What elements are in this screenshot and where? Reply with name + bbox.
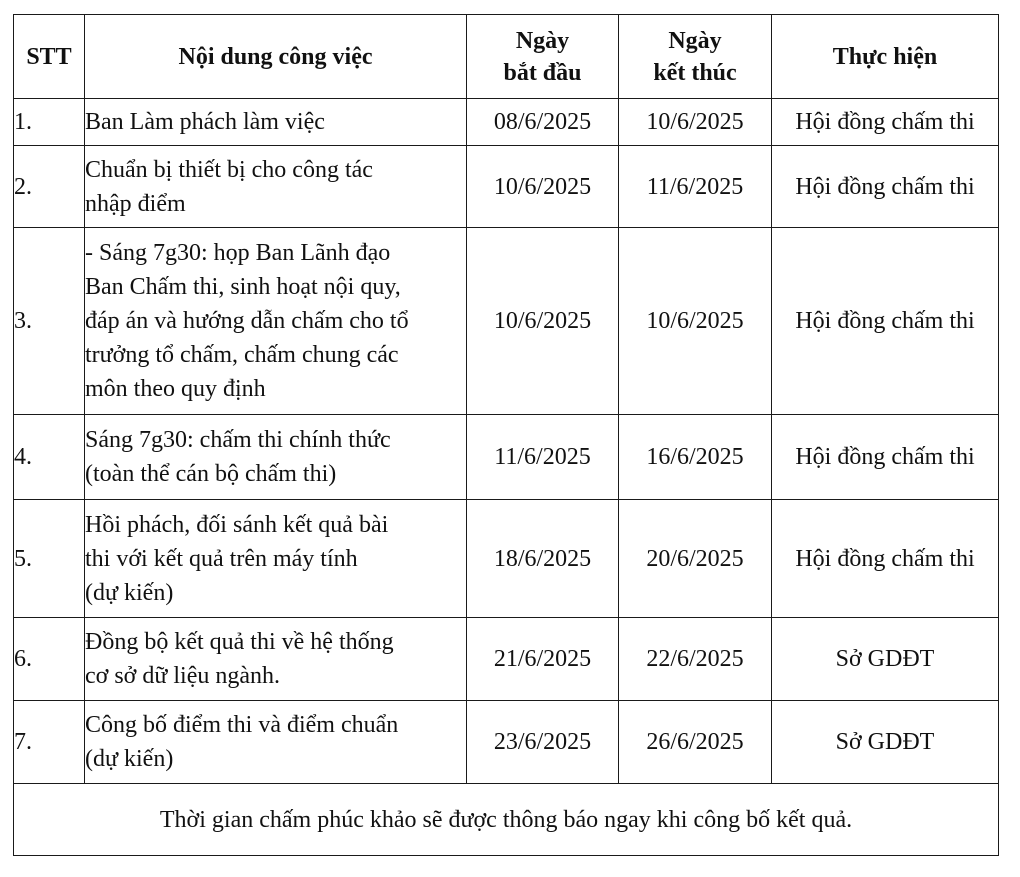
table-header-row xyxy=(14,15,999,99)
schedule-table xyxy=(13,14,999,856)
row-end-date: 22/6/2025 xyxy=(619,618,772,701)
row-content: Hồi phách, đối sánh kết quả bài thi với kết quả trên máy tính (dự kiến) xyxy=(85,500,467,618)
header-end-date: Ngày kết thúc xyxy=(619,15,772,99)
note-row xyxy=(14,784,999,856)
row-start-date: 10/6/2025 xyxy=(467,228,619,415)
row-content: Ban Làm phách làm việc xyxy=(85,99,467,146)
row-stt: 5. xyxy=(14,500,85,618)
row-stt: 1. xyxy=(14,99,85,146)
row-start-date: 10/6/2025 xyxy=(467,146,619,228)
table-row xyxy=(14,500,999,618)
row-end-date: 20/6/2025 xyxy=(619,500,772,618)
row-stt: 7. xyxy=(14,701,85,784)
header-content: Nội dung công việc xyxy=(85,15,467,99)
row-end-date: 10/6/2025 xyxy=(619,99,772,146)
row-owner: Sở GDĐT xyxy=(772,701,999,784)
table-row xyxy=(14,228,999,415)
row-owner: Hội đồng chấm thi xyxy=(772,99,999,146)
row-content: Đồng bộ kết quả thi về hệ thống cơ sở dữ liệu ngành. xyxy=(85,618,467,701)
row-owner: Hội đồng chấm thi xyxy=(772,415,999,500)
row-owner: Hội đồng chấm thi xyxy=(772,228,999,415)
row-content: Sáng 7g30: chấm thi chính thức (toàn thể cán bộ chấm thi) xyxy=(85,415,467,500)
row-end-date: 16/6/2025 xyxy=(619,415,772,500)
row-stt: 4. xyxy=(14,415,85,500)
row-owner: Hội đồng chấm thi xyxy=(772,146,999,228)
row-start-date: 21/6/2025 xyxy=(467,618,619,701)
row-stt: 3. xyxy=(14,228,85,415)
row-content: Công bố điểm thi và điểm chuẩn (dự kiến) xyxy=(85,701,467,784)
row-start-date: 08/6/2025 xyxy=(467,99,619,146)
row-owner: Hội đồng chấm thi xyxy=(772,500,999,618)
table-row xyxy=(14,99,999,146)
row-end-date: 26/6/2025 xyxy=(619,701,772,784)
row-stt: 6. xyxy=(14,618,85,701)
table-row xyxy=(14,701,999,784)
header-start-date: Ngày bắt đầu xyxy=(467,15,619,99)
footnote: Thời gian chấm phúc khảo sẽ được thông báo ngay khi công bố kết quả. xyxy=(14,784,999,856)
row-end-date: 10/6/2025 xyxy=(619,228,772,415)
row-start-date: 18/6/2025 xyxy=(467,500,619,618)
row-owner: Sở GDĐT xyxy=(772,618,999,701)
row-end-date: 11/6/2025 xyxy=(619,146,772,228)
row-start-date: 23/6/2025 xyxy=(467,701,619,784)
row-content: - Sáng 7g30: họp Ban Lãnh đạo Ban Chấm thi, sinh hoạt nội quy, đáp án và hướng dẫn chấm cho tổ trưởng tổ chấm, chấm chung các môn theo quy định xyxy=(85,228,467,415)
row-stt: 2. xyxy=(14,146,85,228)
table-row xyxy=(14,618,999,701)
table-row xyxy=(14,415,999,500)
row-content: Chuẩn bị thiết bị cho công tác nhập điểm xyxy=(85,146,467,228)
header-stt: STT xyxy=(14,15,85,99)
table-row xyxy=(14,146,999,228)
row-start-date: 11/6/2025 xyxy=(467,415,619,500)
header-owner: Thực hiện xyxy=(772,15,999,99)
